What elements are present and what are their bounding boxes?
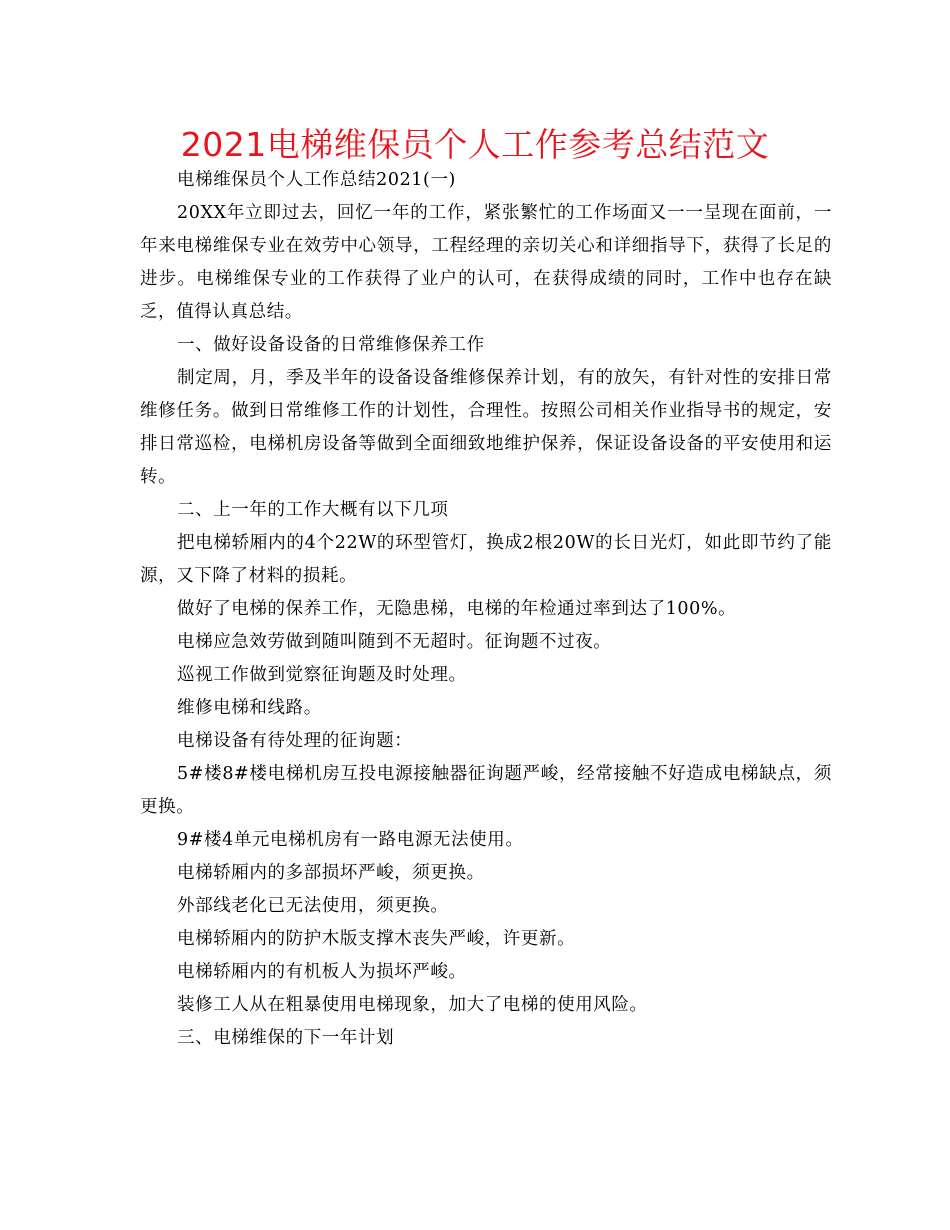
paragraph-item: 把电梯轿厢内的4个22W的环型管灯，换成2根20W的长日光灯，如此即节约了能源，又下降了材料的损耗。 (140, 533, 832, 586)
paragraph-item: 外部线老化已无法使用，须更换。 (177, 896, 449, 916)
paragraph-item: 维修电梯和线路。 (177, 698, 322, 718)
section-heading-3: 三、电梯维保的下一年计划 (177, 1028, 395, 1048)
paragraph-item: 巡视工作做到觉察征询题及时处理。 (177, 665, 467, 685)
paragraph-item: 电梯轿厢内的防护木版支撑木丧失严峻，许更新。 (177, 929, 576, 949)
section-heading-1: 一、做好设备设备的日常维修保养工作 (177, 335, 485, 355)
paragraph-item: 电梯轿厢内的有机板人为损坏严峻。 (177, 962, 467, 982)
paragraph-item: 9#楼4单元电梯机房有一路电源无法使用。 (177, 830, 524, 850)
section-heading-2: 二、上一年的工作大概有以下几项 (177, 500, 449, 520)
paragraph-item: 电梯轿厢内的多部损坏严峻，须更换。 (177, 863, 485, 883)
paragraph-subtitle: 电梯维保员个人工作总结2021(一) (177, 170, 456, 190)
document-body (140, 164, 832, 1055)
paragraph-item: 5#楼8#楼电梯机房互投电源接触器征询题严峻，经常接触不好造成电梯缺点，须更换。 (140, 764, 832, 817)
paragraph-item: 电梯设备有待处理的征询题： (177, 731, 413, 751)
document-title: 2021电梯维保员个人工作参考总结范文 (180, 125, 770, 164)
paragraph-item: 做好了电梯的保养工作，无隐患梯，电梯的年检通过率到达了100%。 (177, 599, 737, 619)
paragraph-item: 装修工人从在粗暴使用电梯现象，加大了电梯的使用风险。 (177, 995, 648, 1015)
paragraph-intro: 20XX年立即过去，回忆一年的工作，紧张繁忙的工作场面又一一呈现在面前，一年来电梯维保专业在效劳中心领导，工程经理的亲切关心和详细指导下，获得了长足的进步。电梯维保专业的工作获得了业户的认可，在获得成绩的同时，工作中也存在缺乏，值得认真总结。 (140, 203, 832, 322)
paragraph-item: 电梯应急效劳做到随叫随到不无超时。征询题不过夜。 (177, 632, 612, 652)
paragraph-maintenance-plan: 制定周，月，季及半年的设备设备维修保养计划，有的放矢，有针对性的安排日常维修任务。做到日常维修工作的计划性，合理性。按照公司相关作业指导书的规定，安排日常巡检，电梯机房设备等做到全面细致地维护保养，保证设备设备的平安使用和运转。 (140, 368, 832, 487)
